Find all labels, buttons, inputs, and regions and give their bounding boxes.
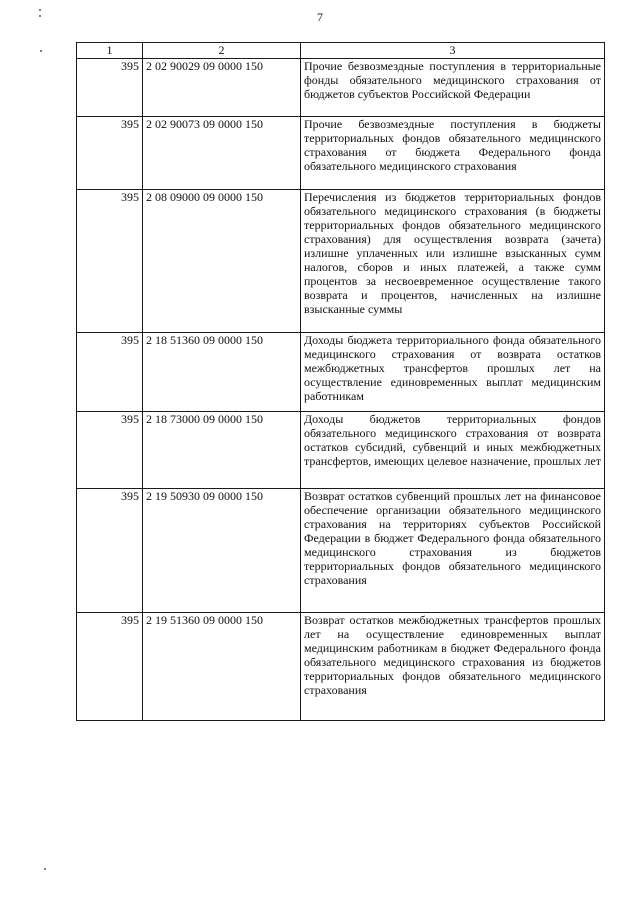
table-row (77, 59, 605, 117)
table-row (77, 412, 605, 489)
revenue-code-cell: 2 02 90029 09 0000 150 (143, 59, 301, 117)
description-cell: Перечисления из бюджетов территориальных фондов обязательного медицинского страхования (в бюджеты территориальных фондов обязательного медицинского страхования) для осуществления возврата (зачета) излишне уплаченных или излишне взысканных сумм налогов, сборов и иных платежей, а также сумм процентов за несвоевременное осуществление такого возврата и процентов, начисленных на излишне взысканные суммы (301, 190, 605, 333)
description-cell: Прочие безвозмездные поступления в бюджеты территориальных фондов обязательного медицинского страхования от бюджета Федерального фонда обязательного медицинского страхования (301, 117, 605, 190)
revenue-code-cell: 2 19 51360 09 0000 150 (143, 613, 301, 721)
admin-code-cell: 395 (77, 59, 143, 117)
page-number: 7 (317, 10, 323, 24)
admin-code-cell: 395 (77, 190, 143, 333)
revenue-code-cell: 2 08 09000 09 0000 150 (143, 190, 301, 333)
admin-code-cell: 395 (77, 412, 143, 489)
table-row (77, 117, 605, 190)
admin-code-cell: 395 (77, 489, 143, 613)
revenue-code-cell: 2 18 73000 09 0000 150 (143, 412, 301, 489)
table-header-row (77, 43, 605, 59)
admin-code-cell: 395 (77, 117, 143, 190)
description-cell: Прочие безвозмездные поступления в территориальные фонды обязательного медицинского страхования от бюджетов субъектов Российской Федерации (301, 59, 605, 117)
table-row (77, 190, 605, 333)
description-cell: Возврат остатков субвенций прошлых лет на финансовое обеспечение организации обязательного медицинского страхования на территориях субъектов Российской Федерации в бюджет Федерального фонда обязательного медицинского страхования из бюджетов территориальных фондов обязательного медицинского страхования (301, 489, 605, 613)
revenue-code-cell: 2 02 90073 09 0000 150 (143, 117, 301, 190)
admin-code-cell: 395 (77, 613, 143, 721)
column-header-3: 3 (301, 43, 605, 59)
description-cell: Доходы бюджетов территориальных фондов обязательного медицинского страхования от возврата остатков субсидий, субвенций и иных межбюджетных трансфертов, имеющих целевое назначение, прошлых лет (301, 412, 605, 489)
description-cell: Доходы бюджета территориального фонда обязательного медицинского страхования от возврата остатков межбюджетных трансфертов прошлых лет на осуществление единовременных выплат медицинским работникам (301, 333, 605, 412)
admin-code-cell: 395 (77, 333, 143, 412)
revenue-codes-table (76, 42, 605, 721)
column-header-2: 2 (143, 43, 301, 59)
scan-speck (44, 868, 46, 870)
column-header-1: 1 (77, 43, 143, 59)
revenue-code-cell: 2 19 50930 09 0000 150 (143, 489, 301, 613)
table-row (77, 489, 605, 613)
description-cell: Возврат остатков межбюджетных трансфертов прошлых лет на осуществление единовременных выплат медицинским работникам в бюджет Федерального фонда обязательного медицинского страхования из бюджетов территориальных фондов обязательного медицинского страхования (301, 613, 605, 721)
table-row (77, 613, 605, 721)
table-row (77, 333, 605, 412)
scan-speck (40, 50, 42, 52)
revenue-code-cell: 2 18 51360 09 0000 150 (143, 333, 301, 412)
